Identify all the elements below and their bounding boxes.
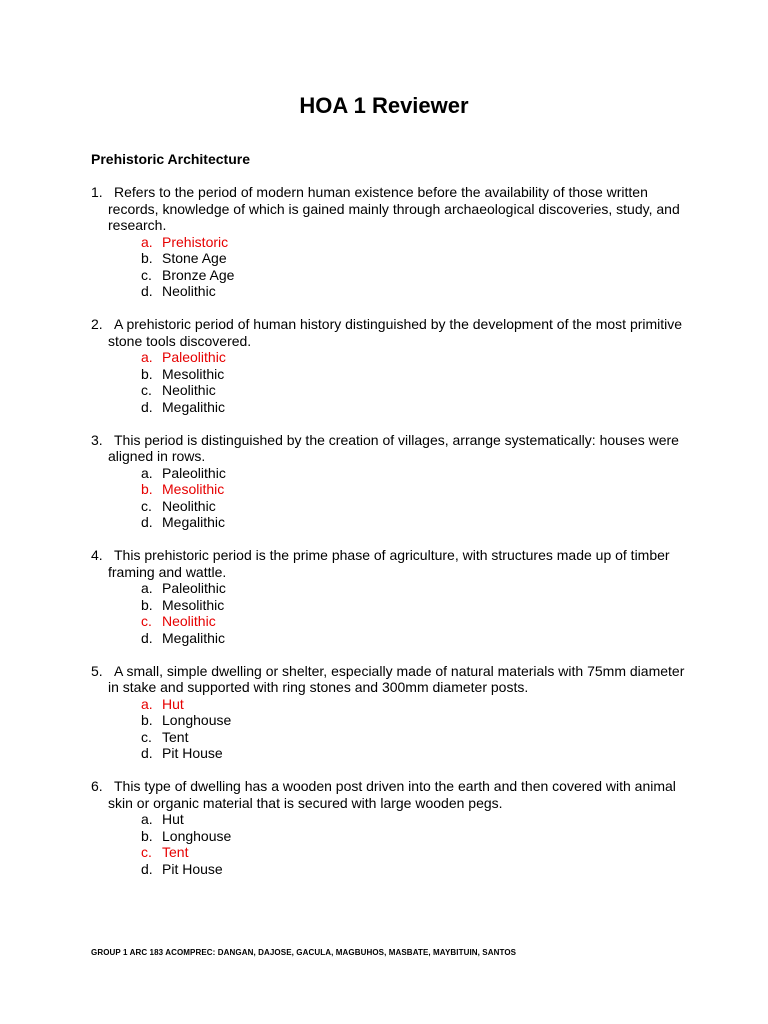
option-list — [91, 234, 691, 300]
option-text: Tent — [162, 844, 189, 860]
option-letter: b. — [141, 712, 153, 728]
option-list — [91, 349, 691, 415]
option-letter: c. — [141, 844, 152, 860]
question-prompt — [91, 184, 691, 234]
option-letter: d. — [141, 398, 153, 415]
option-text: Mesolithic — [162, 596, 225, 613]
question-1 — [91, 184, 691, 300]
option-text: Neolithic — [162, 613, 216, 629]
option-d — [141, 283, 691, 300]
option-text: Megalithic — [162, 398, 226, 415]
option-letter: d. — [141, 860, 153, 877]
question-text: A small, simple dwelling or shelter, especially made of natural materials with 75mm diameter in stake and supported with ring stones and 300mm diameter posts. — [108, 662, 685, 695]
question-text: Refers to the period of modern human existence before the availability of those written records, knowledge of which is gained mainly through archaeological discoveries, study, and research. — [108, 184, 680, 233]
question-list — [91, 184, 691, 894]
option-text: Mesolithic — [162, 481, 225, 497]
option-d — [141, 630, 691, 647]
option-d — [141, 745, 691, 762]
option-text: Stone Age — [162, 250, 227, 266]
option-letter: d. — [141, 283, 153, 299]
option-a — [141, 811, 691, 828]
option-text: Tent — [162, 728, 189, 745]
option-letter: a. — [141, 464, 153, 481]
option-text: Hut — [162, 695, 184, 712]
option-d — [141, 514, 691, 531]
question-text: This prehistoric period is the prime phase of agriculture, with structures made up of timber framing and wattle. — [108, 547, 670, 580]
question-prompt — [91, 663, 691, 696]
option-list — [91, 580, 691, 646]
option-letter: d. — [141, 514, 153, 530]
option-text: Neolithic — [162, 497, 216, 514]
question-4 — [91, 547, 691, 646]
option-text: Longhouse — [162, 712, 232, 728]
question-5 — [91, 663, 691, 762]
question-prompt — [91, 316, 691, 349]
question-number: 4. — [91, 547, 103, 563]
option-c — [141, 613, 691, 630]
question-2 — [91, 316, 691, 415]
option-b — [141, 250, 691, 267]
option-d — [141, 861, 691, 878]
option-a — [141, 234, 691, 251]
option-text: Bronze Age — [162, 266, 235, 283]
option-b — [141, 366, 691, 383]
option-d — [141, 399, 691, 416]
option-letter: a. — [141, 233, 153, 250]
option-letter: b. — [141, 596, 153, 613]
option-a — [141, 580, 691, 597]
page-title: HOA 1 Reviewer — [299, 93, 469, 118]
question-prompt — [91, 547, 691, 580]
option-letter: c. — [141, 613, 152, 629]
option-text: Neolithic — [162, 382, 216, 398]
question-number: 3. — [91, 431, 103, 448]
option-a — [141, 696, 691, 713]
option-letter: b. — [141, 827, 153, 844]
page-footer: GROUP 1 ARC 183 ACOMPREC: DANGAN, DAJOSE, GACULA, MAGBUHOS, MASBATE, MAYBITUIN, SANTOS — [91, 948, 517, 957]
section-heading: Prehistoric Architecture — [91, 151, 250, 167]
option-letter: d. — [141, 629, 153, 646]
option-text: Paleolithic — [162, 464, 226, 481]
option-text: Longhouse — [162, 827, 232, 844]
option-letter: b. — [141, 250, 153, 266]
option-letter: c. — [141, 266, 152, 283]
option-c — [141, 267, 691, 284]
option-letter: a. — [141, 811, 153, 827]
option-c — [141, 729, 691, 746]
option-letter: c. — [141, 728, 152, 745]
option-list — [91, 465, 691, 531]
option-c — [141, 382, 691, 399]
option-text: Hut — [162, 811, 184, 827]
option-b — [141, 481, 691, 498]
option-b — [141, 828, 691, 845]
option-c — [141, 844, 691, 861]
question-number: 5. — [91, 662, 103, 679]
option-b — [141, 597, 691, 614]
question-text: This type of dwelling has a wooden post driven into the earth and then covered with animal skin or organic material that is secured with large wooden pegs. — [108, 778, 676, 811]
option-letter: a. — [141, 695, 153, 712]
question-3 — [91, 432, 691, 531]
question-text: This period is distinguished by the creation of villages, arrange systematically: houses were aligned in rows. — [108, 431, 679, 464]
option-letter: a. — [141, 580, 153, 596]
option-text: Mesolithic — [162, 365, 225, 382]
option-letter: c. — [141, 382, 152, 398]
option-letter: d. — [141, 745, 153, 761]
option-text: Megalithic — [162, 514, 226, 530]
option-list — [91, 811, 691, 877]
option-letter: a. — [141, 349, 153, 365]
option-list — [91, 696, 691, 762]
option-c — [141, 498, 691, 515]
question-number: 6. — [91, 778, 103, 794]
question-6 — [91, 778, 691, 877]
option-b — [141, 712, 691, 729]
option-text: Pit House — [162, 860, 223, 877]
option-text: Paleolithic — [162, 349, 226, 365]
option-letter: b. — [141, 365, 153, 382]
question-text: A prehistoric period of human history distinguished by the development of the most primitive stone tools discovered. — [108, 316, 683, 349]
question-number: 1. — [91, 184, 103, 200]
option-letter: c. — [141, 497, 152, 514]
option-text: Megalithic — [162, 629, 226, 646]
option-letter: b. — [141, 481, 153, 497]
question-prompt — [91, 432, 691, 465]
question-number: 2. — [91, 316, 103, 332]
option-a — [141, 349, 691, 366]
option-text: Paleolithic — [162, 580, 226, 596]
option-text: Pit House — [162, 745, 223, 761]
option-text: Neolithic — [162, 283, 216, 299]
question-prompt — [91, 778, 691, 811]
option-text: Prehistoric — [162, 233, 229, 250]
option-a — [141, 465, 691, 482]
